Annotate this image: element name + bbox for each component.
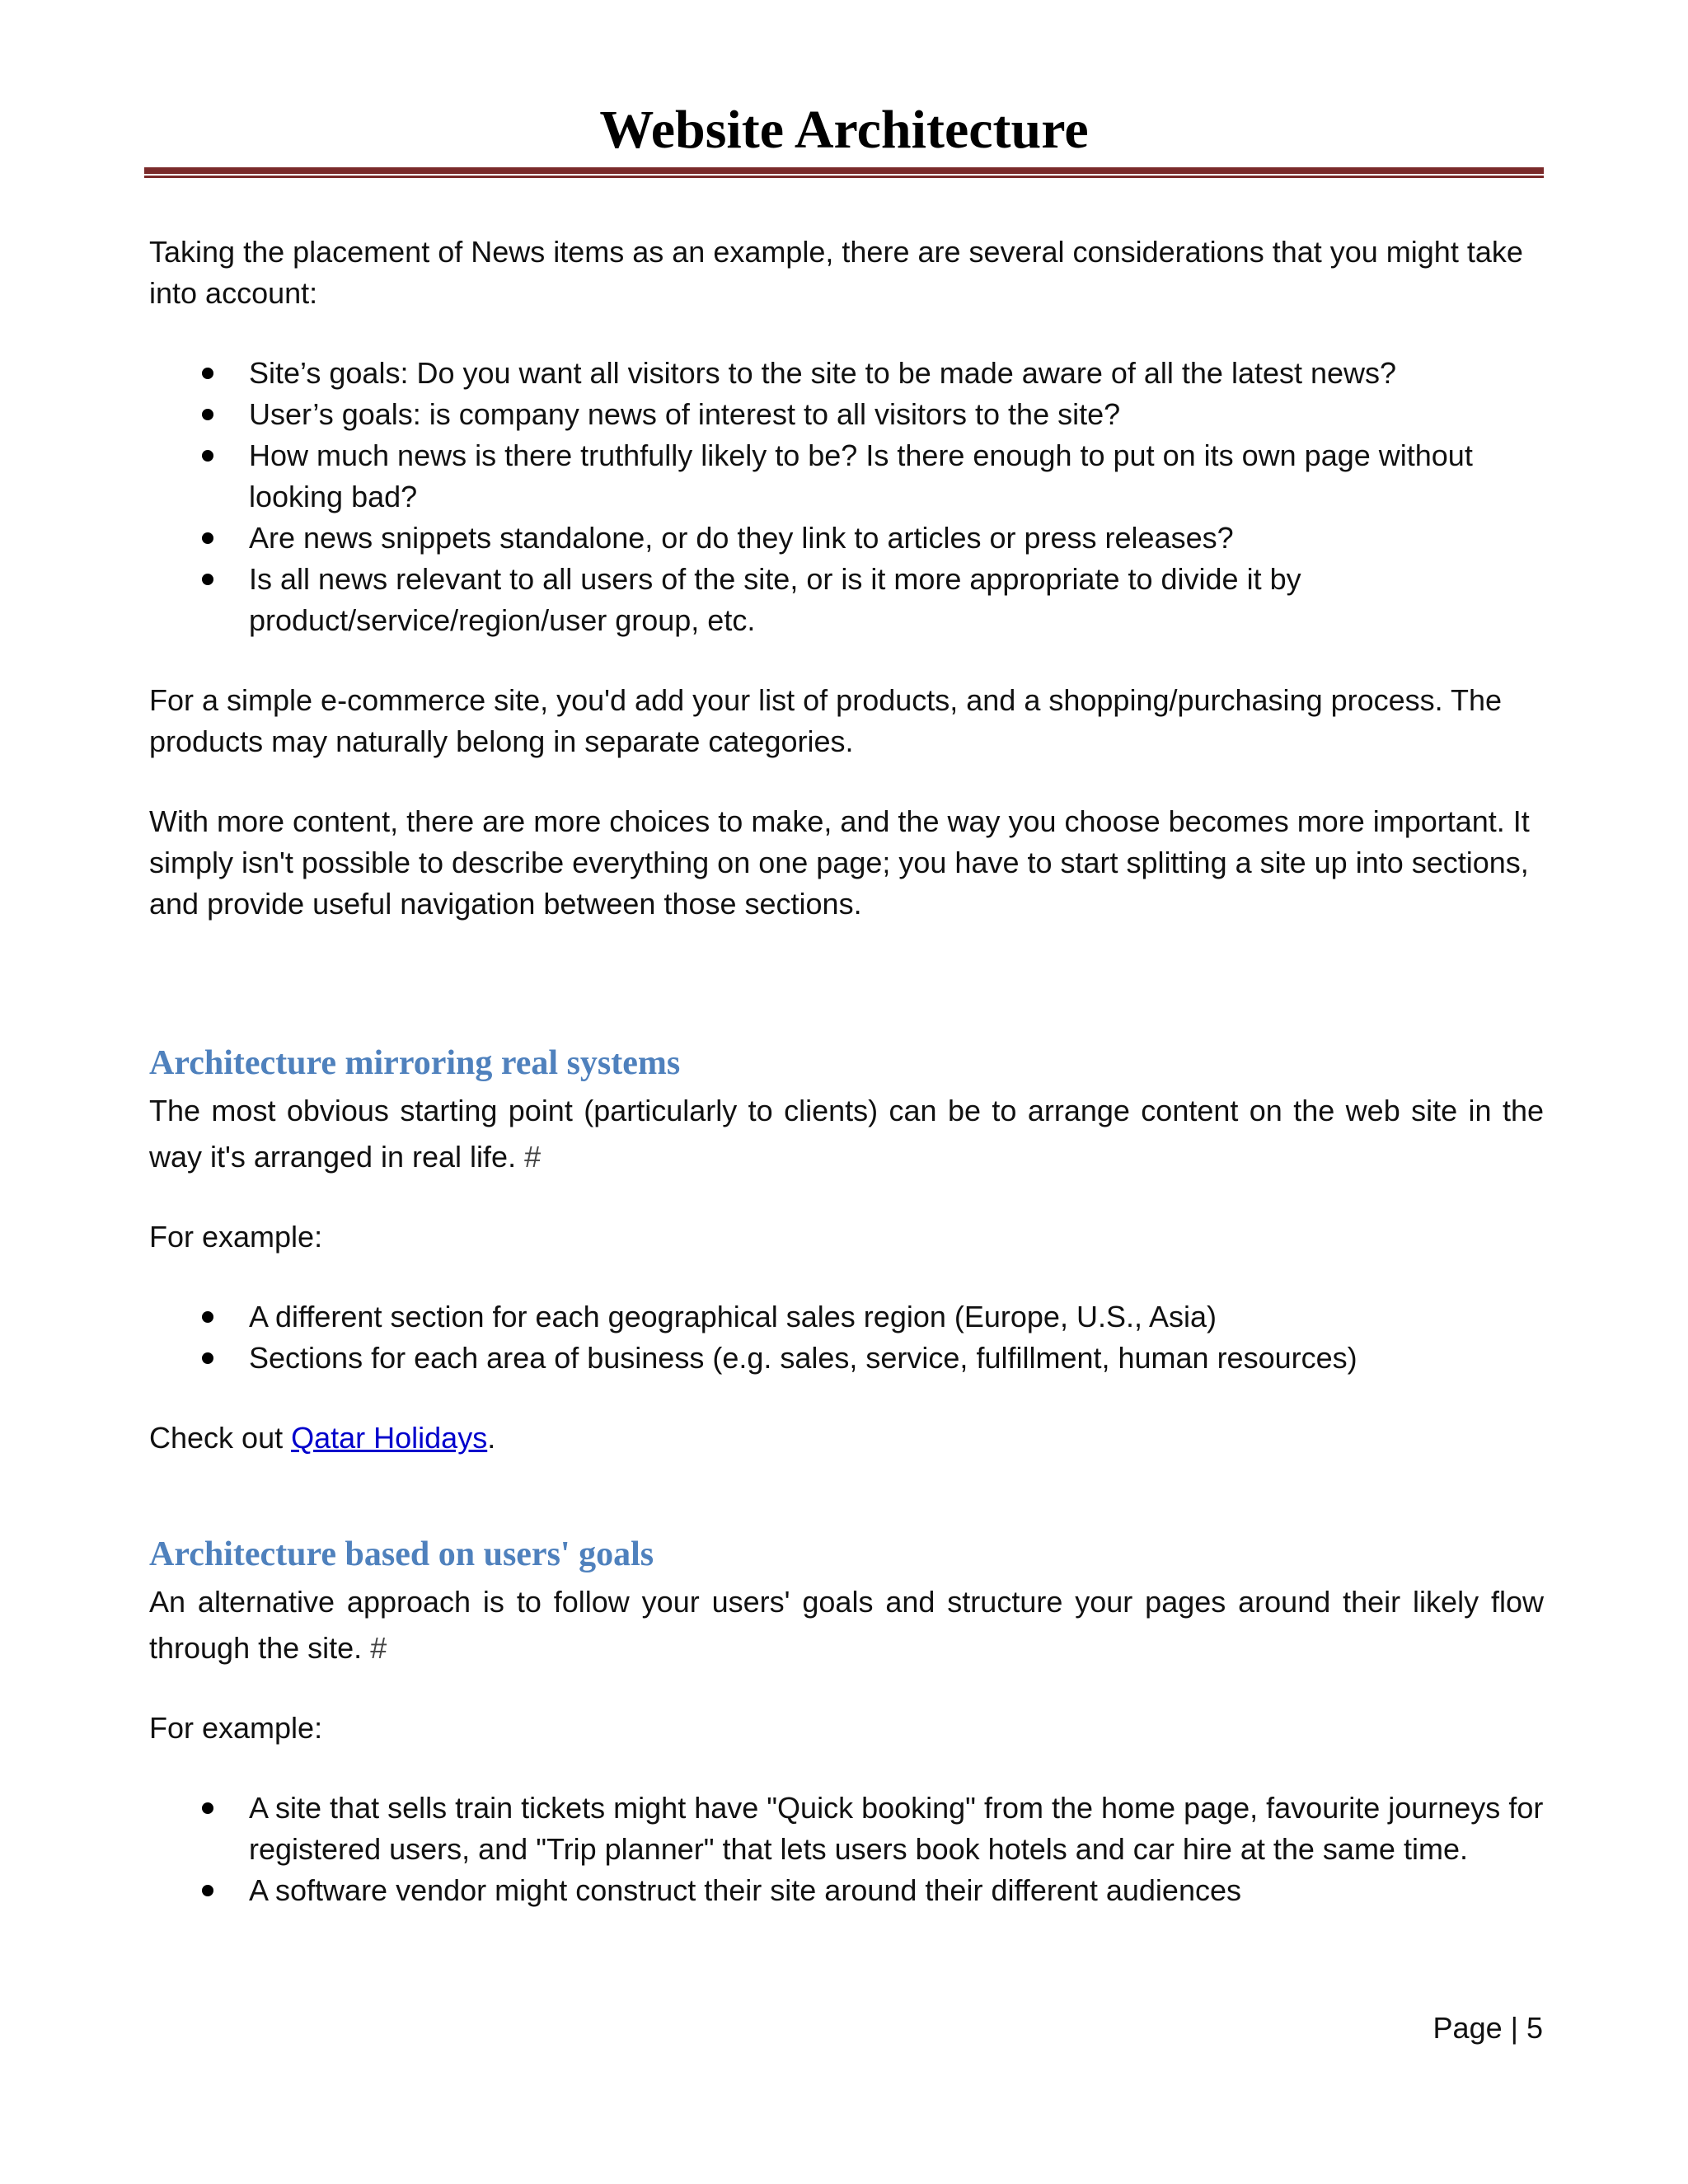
users-goals-bullet-list (149, 1788, 1544, 1911)
list-item-text: A different section for each geographical sales region (Europe, U.S., Asia) (249, 1300, 1217, 1333)
bullet-icon (202, 368, 213, 379)
list-item (149, 394, 1544, 435)
anchor-link[interactable]: # (524, 1140, 542, 1174)
list-item (149, 1338, 1544, 1379)
bullet-icon (202, 532, 213, 544)
bullet-icon (202, 1311, 213, 1323)
real-systems-paragraph-text: The most obvious starting point (particularly to clients) can be to arrange content on the web site in the way it's arranged in real life. (149, 1094, 1544, 1174)
document-body (149, 232, 1544, 1911)
intro-paragraph: Taking the placement of News items as an example, there are several considerations that you might take into account: (149, 235, 1523, 310)
check-out-suffix: . (487, 1421, 496, 1455)
ecommerce-paragraph: For a simple e-commerce site, you'd add your list of products, and a shopping/purchasing process. The products may naturally belong in separate categories. (149, 683, 1503, 758)
users-goals-paragraph (149, 1579, 1544, 1671)
users-goals-paragraph-text: An alternative approach is to follow your users' goals and structure your pages around their likely flow through the site. (149, 1585, 1544, 1665)
anchor-link[interactable]: # (370, 1631, 387, 1665)
list-item-text: A software vendor might construct their site around their different audiences (249, 1873, 1241, 1907)
bullet-icon (202, 409, 213, 420)
bullet-icon (202, 1352, 213, 1364)
list-item (149, 1870, 1544, 1911)
list-item-text: Are news snippets standalone, or do they link to articles or press releases? (249, 521, 1234, 555)
bullet-icon (202, 1802, 213, 1814)
more-content-paragraph: With more content, there are more choices to make, and the way you choose becomes more important. It simply isn't possible to describe everything on one page; you have to start splitting a site up into sections, and provide useful navigation between those sections. (149, 804, 1530, 921)
real-systems-bullet-list (149, 1296, 1544, 1379)
page-number: Page | 5 (1432, 2011, 1543, 2045)
list-item-text: A site that sells train tickets might have "Quick booking" from the home page, favourite journeys for registered users, and "Trip planner" that lets users book hotels and car hire at the same time. (249, 1791, 1544, 1866)
section-heading-users-goals: Architecture based on users' goals (149, 1535, 654, 1573)
title-rule-thin (144, 176, 1544, 178)
example-label: For example: (149, 1711, 323, 1745)
bullet-icon (202, 574, 213, 585)
title-rule-thick (144, 167, 1544, 174)
real-systems-paragraph (149, 1088, 1544, 1180)
list-item (149, 518, 1544, 559)
example-label: For example: (149, 1220, 323, 1254)
qatar-holidays-link[interactable]: Qatar Holidays (291, 1421, 488, 1455)
page-title: Website Architecture (599, 100, 1089, 160)
intro-bullet-list (149, 353, 1544, 641)
list-item-text: User’s goals: is company news of interest to all visitors to the site? (249, 397, 1121, 431)
list-item (149, 1788, 1544, 1870)
list-item (149, 353, 1544, 394)
list-item-text: Site’s goals: Do you want all visitors to the site to be made aware of all the latest news? (249, 356, 1397, 390)
check-out-line (149, 1418, 1544, 1459)
list-item-text: How much news is there truthfully likely to be? Is there enough to put on its own page without looking bad? (249, 438, 1473, 513)
list-item (149, 559, 1544, 641)
list-item-text: Sections for each area of business (e.g. sales, service, fulfillment, human resources) (249, 1341, 1357, 1375)
bullet-icon (202, 450, 213, 462)
list-item (149, 435, 1544, 518)
section-heading-real-systems: Architecture mirroring real systems (149, 1044, 681, 1082)
bullet-icon (202, 1885, 213, 1896)
check-out-prefix: Check out (149, 1421, 292, 1455)
list-item (149, 1296, 1544, 1338)
list-item-text: Is all news relevant to all users of the site, or is it more appropriate to divide it by product/service/region/user group, etc. (249, 562, 1301, 637)
